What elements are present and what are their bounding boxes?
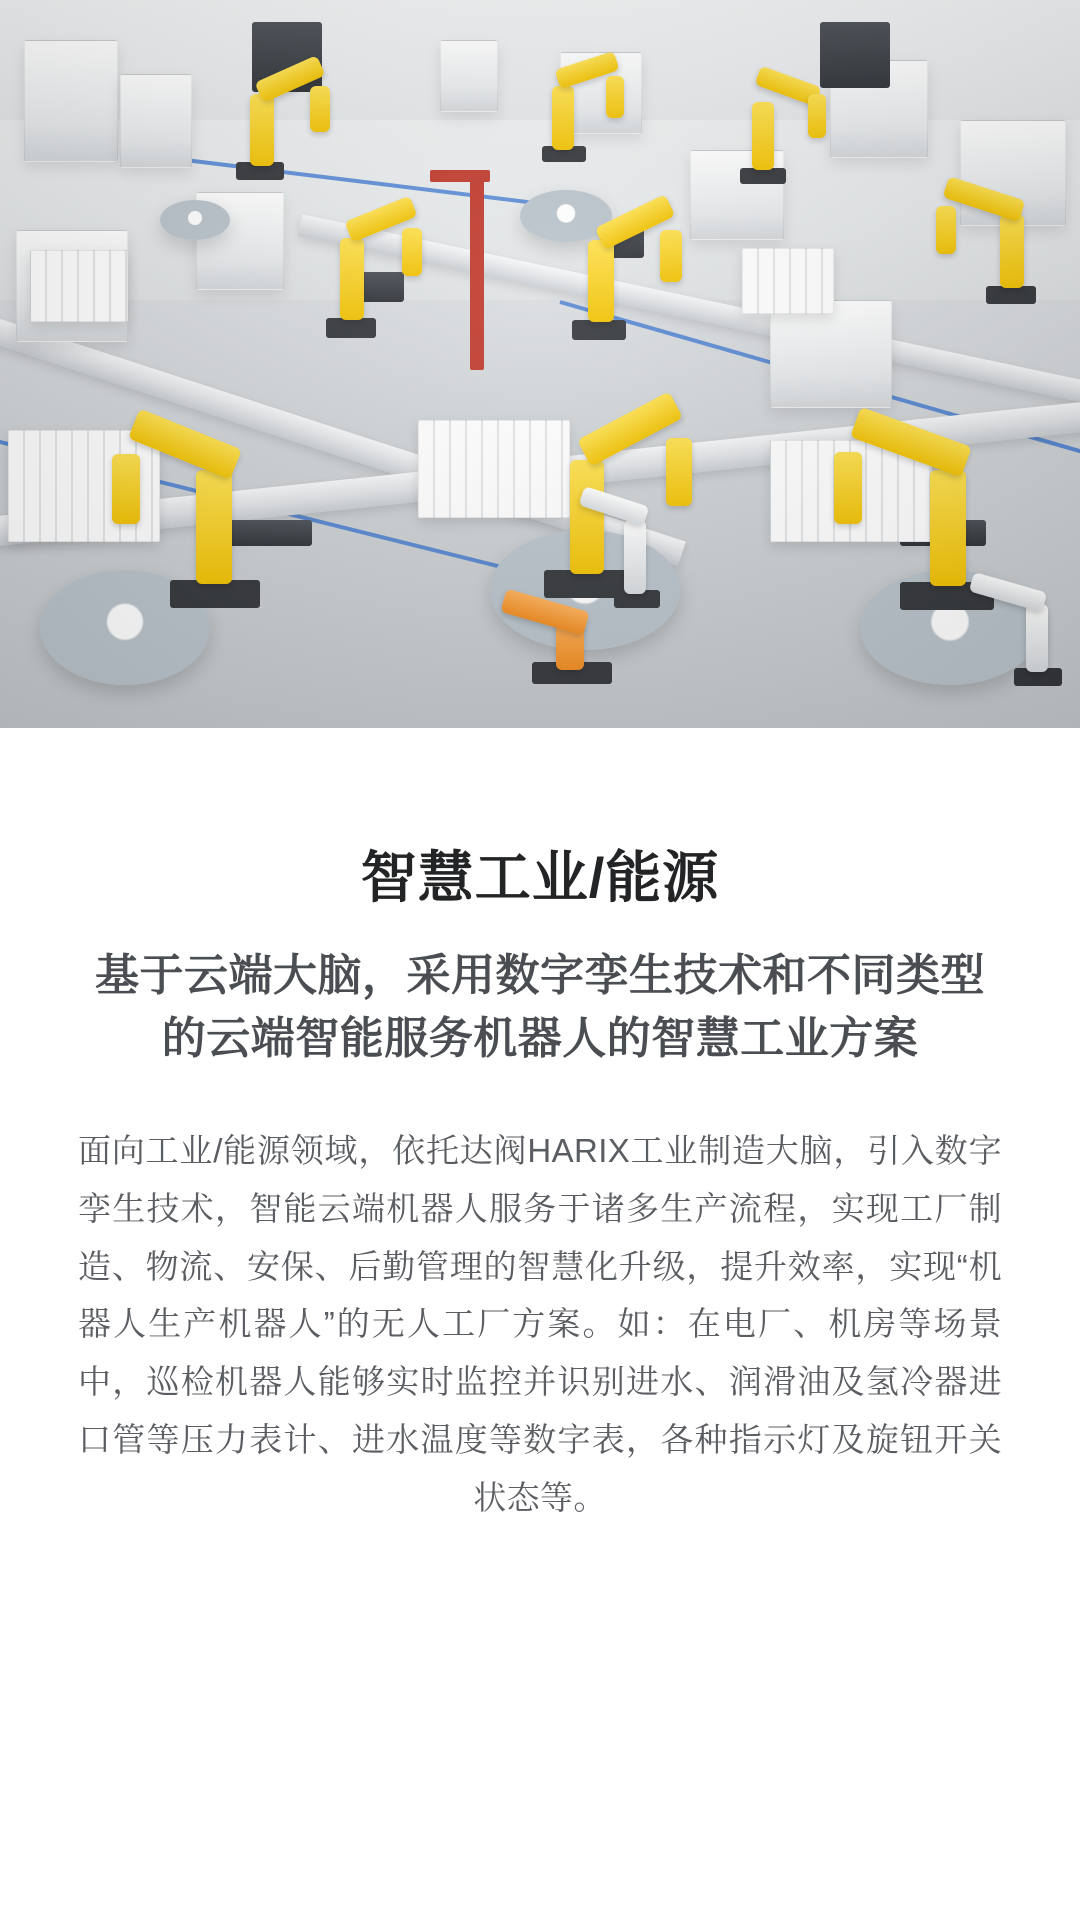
machine-box (440, 40, 498, 112)
article-content (0, 728, 1080, 1566)
support-pillar-arm (430, 170, 490, 182)
article-body: 面向工业/能源领域，依托达阀HARIX工业制造大脑，引入数字孪生技术，智能云端机器人服务于诸多生产流程，实现工厂制造、物流、安保、后勤管理的智慧化升级，提升效率，实现“机器人生产机器人”的无人工厂方案。如：在电厂、机房等场景中，巡检机器人能够实时监控并识别进水、润滑油及氢冷器进口管等压力表计、进水温度等数字表，各种指示灯及旋钮开关状态等。 (78, 1132, 1002, 1516)
pallet-stack (30, 250, 128, 322)
pallet-stack (418, 420, 570, 518)
control-monitor (226, 520, 312, 546)
page-title: 智慧工业/能源 (360, 846, 720, 909)
rotary-turntable (160, 200, 230, 240)
machine-box (24, 40, 118, 162)
machine-box (770, 300, 892, 408)
page-subtitle: 基于云端大脑，采用数字孪生技术和不同类型的云端智能服务机器人的智慧工业方案 (95, 951, 985, 1063)
pallet-stack (742, 248, 834, 314)
machine-box (120, 74, 192, 168)
control-monitor (820, 22, 890, 88)
support-pillar (470, 170, 484, 370)
hero-image (0, 0, 1080, 728)
